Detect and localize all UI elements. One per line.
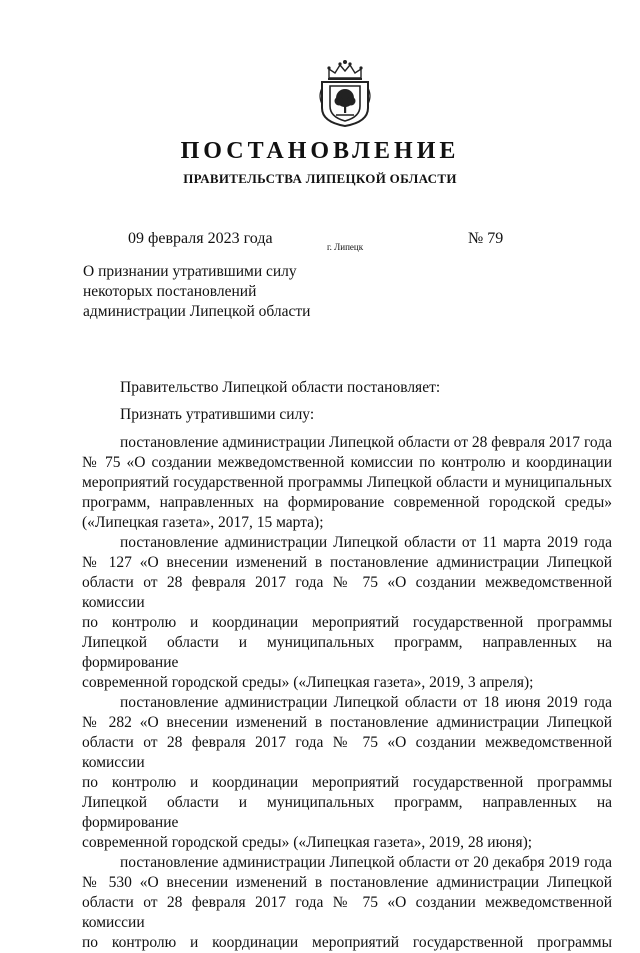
item-line: современной городской среды» («Липецкая газета», 2019, 28 июня); [82,834,533,851]
subject-line: О признании утратившими силу [83,263,297,280]
item-line: Липецкой области и муниципальных программ, направленных на формирование [82,634,612,671]
document-body [82,378,612,953]
item-line: постановление администрации Липецкой области от 20 декабря 2019 года [120,854,612,871]
lipetsk-coat-of-arms-emblem [316,58,374,128]
item-line: программ, направленных на формирование современной городской среды» [82,494,612,511]
document-date: 09 февраля 2023 года [128,230,273,247]
item-line: области от 28 февраля 2017 года № 75 «О создании межведомственной комиссии [82,574,612,611]
repealed-item [82,433,612,533]
item-line: области от 28 февраля 2017 года № 75 «О создании межведомственной комиссии [82,894,612,931]
item-line: № 127 «О внесении изменений в постановление администрации Липецкой [82,554,612,571]
item-line: по контролю и координации мероприятий государственной программы [82,614,612,631]
body-declare: Признать утратившими силу: [120,406,315,423]
item-line: постановление администрации Липецкой области от 11 марта 2019 года [120,534,612,551]
item-line: № 75 «О создании межведомственной комиссии по контролю и координации [82,454,612,471]
document-place: г. Липецк [327,242,364,252]
item-line: № 530 «О внесении изменений в постановление администрации Липецкой [82,874,612,891]
repealed-item [82,853,612,953]
repealed-item [82,693,612,853]
subject-line: администрации Липецкой области [83,303,311,320]
item-line: современной городской среды» («Липецкая газета», 2019, 3 апреля); [82,674,534,691]
item-line: («Липецкая газета», 2017, 15 марта); [82,514,324,531]
repealed-item [82,533,612,693]
document-title: ПОСТАНОВЛЕНИЕ [180,138,460,164]
subject-line: некоторых постановлений [83,283,257,300]
item-line: по контролю и координации мероприятий государственной программы [82,774,612,791]
body-intro: Правительство Липецкой области постановляет: [120,379,441,396]
item-line: Липецкой области и муниципальных программ, направленных на формирование [82,794,612,831]
item-line: мероприятий государственной программы Липецкой области и муниципальных [82,474,612,491]
item-line: постановление администрации Липецкой области от 18 июня 2019 года [120,694,612,711]
item-line: области от 28 февраля 2017 года № 75 «О создании межведомственной комиссии [82,734,612,771]
document-number: № 79 [468,230,504,247]
issuing-authority: ПРАВИТЕЛЬСТВА ЛИПЕЦКОЙ ОБЛАСТИ [183,171,457,186]
item-line: по контролю и координации мероприятий государственной программы [82,934,612,951]
item-line: постановление администрации Липецкой области от 28 февраля 2017 года [120,434,612,451]
document-subject [83,262,310,322]
item-line: № 282 «О внесении изменений в постановление администрации Липецкой [82,714,612,731]
